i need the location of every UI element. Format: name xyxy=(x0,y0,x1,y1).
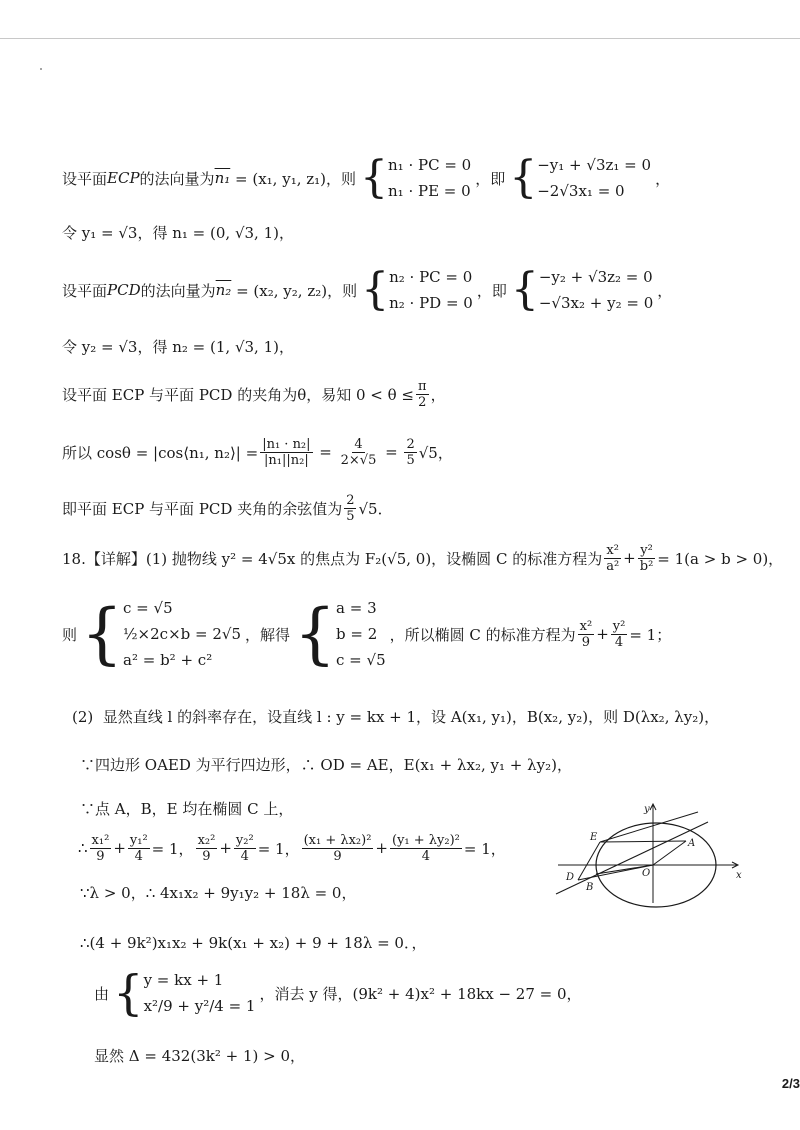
line-7 xyxy=(62,490,393,526)
segment-oa xyxy=(653,841,686,865)
text: 则 xyxy=(62,625,78,644)
line-14 xyxy=(80,880,356,904)
fraction: $\frac{\text{x₁²}}{9}$ xyxy=(91,832,110,864)
text: 的法向量为 xyxy=(139,169,215,188)
page-top-border xyxy=(0,38,800,39)
text: 即平面 ECP 与平面 PCD 夹角的余弦值为 xyxy=(62,499,343,518)
equation: a = 3 xyxy=(336,599,377,617)
equation-system xyxy=(511,264,653,316)
equation: n₁ · PE = 0 xyxy=(388,182,471,200)
text: 所以 cosθ = |cos⟨n₁, n₂⟩| = xyxy=(62,443,259,462)
fraction: $\frac{\text{y₁²}}{4}$ xyxy=(129,832,148,864)
text: ， xyxy=(655,169,671,188)
equation: −y₂ + √3z₂ = 0 xyxy=(538,268,653,286)
text: ，消去 y 得，(9k² + 4)x² + 18kx − 27 = 0， xyxy=(259,984,582,1003)
fraction: $\frac{2}{5}$ xyxy=(406,436,415,468)
equation-system xyxy=(361,264,473,316)
text: 18.【详解】(1) 抛物线 y² = 4√5x 的焦点为 F₂(√5, 0)，设椭圆 C 的标准方程为 xyxy=(62,549,603,568)
text: 的法向量为 xyxy=(140,281,216,300)
text: = 1， xyxy=(463,839,506,858)
text: ，即 xyxy=(476,281,507,300)
fraction: $\frac{\text{x²}}{9}$ xyxy=(579,618,593,650)
text: ECP xyxy=(107,169,140,187)
line-4 xyxy=(62,334,294,358)
fraction: $\frac{\pi}{2}$ xyxy=(418,378,427,410)
text: + xyxy=(113,839,126,857)
label-a: A xyxy=(688,838,696,849)
text: 令 y₁ = √3，得 n₁ = (0, √3, 1)， xyxy=(62,223,294,242)
line-16 xyxy=(94,962,582,1024)
equation: −2√3x₁ = 0 xyxy=(537,182,625,200)
equation: ½×2c×b = 2√5 xyxy=(123,625,241,643)
text: ∴(4 + 9k²)x₁x₂ + 9k(x₁ + x₂) + 9 + 18λ = 0．， xyxy=(80,933,427,952)
line-12 xyxy=(80,796,293,820)
text: √5， xyxy=(418,443,453,462)
equation: n₂ · PC = 0 xyxy=(389,268,473,286)
equation: a² = b² + c² xyxy=(123,651,213,669)
fraction: $\frac{4}{2\times√5}$ xyxy=(340,436,377,468)
brace-icon: { xyxy=(294,595,337,672)
label-o: O xyxy=(642,868,651,879)
line-8 xyxy=(62,540,783,576)
line-2 xyxy=(62,220,294,244)
text: 设平面 ECP 与平面 PCD 的夹角为θ，易知 0 < θ ≤ xyxy=(62,385,415,404)
text: = xyxy=(314,443,337,461)
brace-icon: { xyxy=(509,152,538,203)
fraction: $\frac{\text{(y₁ + λy₂)²}}{4}$ xyxy=(392,832,460,864)
label-d: D xyxy=(566,872,575,883)
fraction: $\frac{\text{(x₁ + λx₂)²}}{9}$ xyxy=(303,832,372,864)
text: + xyxy=(596,625,609,643)
brace-icon: { xyxy=(361,264,390,315)
text: 设平面 xyxy=(62,281,108,300)
text: ∵λ > 0，∴ 4x₁x₂ + 9y₁y₂ + 18λ = 0， xyxy=(80,883,357,902)
equation: c = √5 xyxy=(336,651,386,669)
text: + xyxy=(375,839,388,857)
text: = (x₁, y₁, z₁)，则 xyxy=(230,169,357,188)
line-5 xyxy=(62,376,446,412)
equation-system xyxy=(81,595,241,673)
line-15 xyxy=(80,930,426,954)
label-y: y xyxy=(644,804,650,815)
fraction: $\frac{\text{y²}}{\text{b²}}$ xyxy=(639,542,654,574)
text: = 1， xyxy=(257,839,300,858)
text: 显然 Δ = 432(3k² + 1) > 0， xyxy=(94,1046,305,1065)
equation: y = kx + 1 xyxy=(143,971,224,989)
equation: b = 2 xyxy=(336,625,378,643)
equation: −√3x₂ + y₂ = 0 xyxy=(538,294,654,312)
equation: c = √5 xyxy=(123,599,173,617)
fraction: $\frac{\text{x²}}{\text{a²}}$ xyxy=(606,542,620,574)
label-b: B xyxy=(586,882,594,893)
label-e: E xyxy=(590,832,598,843)
text: 设平面 xyxy=(62,169,108,188)
text: PCD xyxy=(107,281,141,299)
scan-speck xyxy=(40,68,42,70)
text: (2) 显然直线 l 的斜率存在，设直线 l : y = kx + 1，设 A(x₁, y₁)，B(x₂, y₂)，则 D(λx₂, λy₂)， xyxy=(72,707,720,726)
text: ∴ xyxy=(78,839,88,857)
text: = 1， xyxy=(151,839,194,858)
line-9 xyxy=(62,592,671,676)
text: ， xyxy=(657,281,673,300)
equation: x²/9 + y²/4 = 1 xyxy=(143,997,256,1015)
line-1 xyxy=(62,150,670,206)
fraction: $\frac{\text{y²}}{4}$ xyxy=(612,618,626,650)
line-13 xyxy=(78,828,506,868)
page-number: 2/3 xyxy=(781,1076,800,1091)
segment-ea xyxy=(600,841,686,842)
equation-system xyxy=(113,967,255,1019)
text: ，所以椭圆 C 的标准方程为 xyxy=(389,625,576,644)
text: = xyxy=(380,443,403,461)
equation-system xyxy=(360,152,471,204)
brace-icon: { xyxy=(360,152,389,203)
text: 令 y₂ = √3，得 n₂ = (1, √3, 1)， xyxy=(62,337,294,356)
text: 由 xyxy=(94,984,110,1003)
brace-icon: { xyxy=(510,264,539,315)
fraction: $\frac{\text{|n₁ · n₂|}}{\text{|n₁||n₂|}}$ xyxy=(262,436,311,468)
equation: n₂ · PD = 0 xyxy=(389,294,473,312)
line-3 xyxy=(62,262,672,318)
line-17 xyxy=(94,1042,305,1068)
text: + xyxy=(623,549,636,567)
brace-icon: { xyxy=(81,595,124,672)
line-11 xyxy=(80,752,572,776)
fraction: $\frac{\text{x₂²}}{9}$ xyxy=(197,832,216,864)
line-l xyxy=(556,822,708,894)
fraction: $\frac{\text{y₂²}}{4}$ xyxy=(235,832,254,864)
ellipse-figure xyxy=(548,798,748,908)
line-6 xyxy=(62,426,453,478)
text: ∵点 A，B，E 均在椭圆 C 上， xyxy=(80,799,294,818)
equation: n₁ · PC = 0 xyxy=(388,156,472,174)
normal-vector-n1: n₁ xyxy=(214,169,231,187)
line-10 xyxy=(72,704,719,728)
text: ，即 xyxy=(475,169,506,188)
label-x: x xyxy=(736,870,742,881)
equation-system xyxy=(294,595,386,673)
normal-vector-n2: n₂ xyxy=(215,281,232,299)
text: + xyxy=(219,839,232,857)
text: = 1(a > b > 0)， xyxy=(657,549,784,568)
fraction: $\frac{2}{5}$ xyxy=(346,492,355,524)
equation: −y₁ + √3z₁ = 0 xyxy=(537,156,652,174)
text: ∵四边形 OAED 为平行四边形，∴ OD = AE，E(x₁ + λx₂, y₁ + λy₂)， xyxy=(80,755,572,774)
brace-icon: { xyxy=(113,965,144,1021)
text: ， xyxy=(430,385,446,404)
text: √5． xyxy=(358,499,393,518)
text: = (x₂, y₂, z₂)，则 xyxy=(231,281,358,300)
text: = 1； xyxy=(629,625,672,644)
text: ，解得 xyxy=(245,625,291,644)
equation-system xyxy=(509,152,651,204)
